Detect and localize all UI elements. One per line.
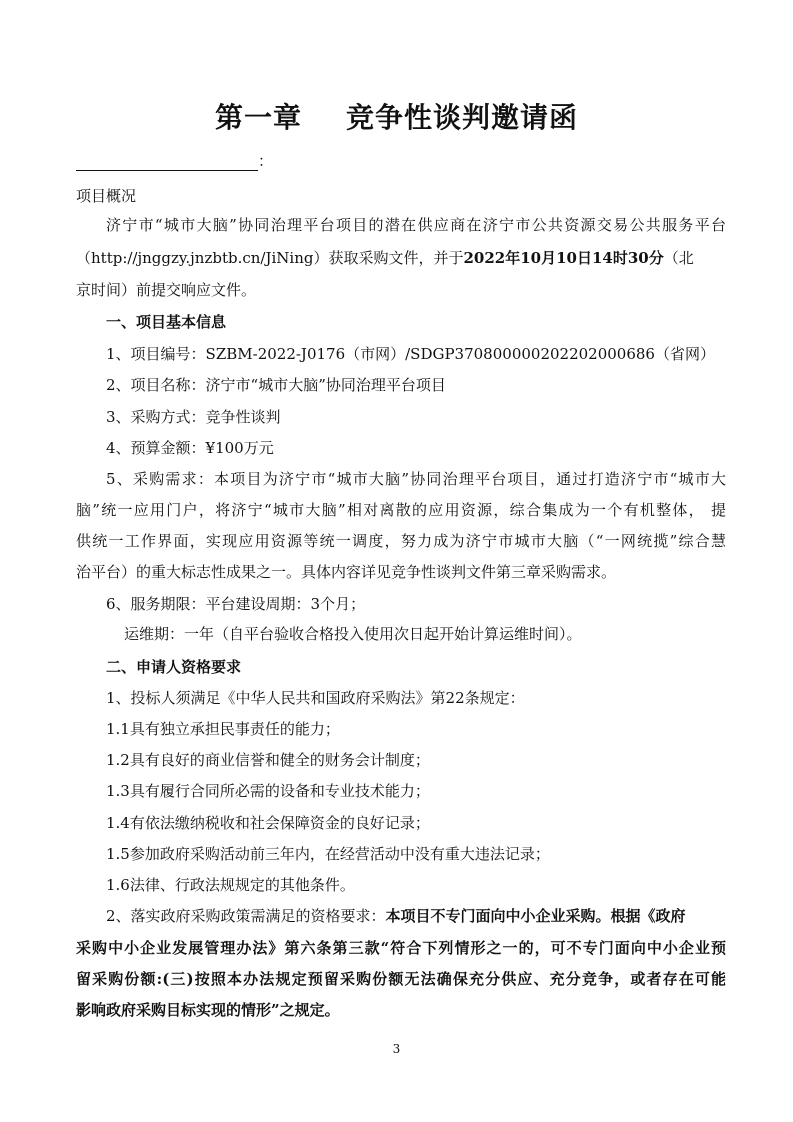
- requirement-2-line4: 影响政府采购目标实现的情形”之规定。: [76, 1001, 340, 1019]
- procurement-demand-line2: 脑”统一应用门户，将济宁“城市大脑”相对离散的应用资源，综合集成为一个有机整体， 提: [76, 501, 726, 519]
- requirement-1-2: 1.2具有良好的商业信誉和健全的财务会计制度；: [106, 751, 430, 769]
- procurement-demand-line4: 治平台）的重大标志性成果之一。具体内容详见竞争性谈判文件第三章采购需求。: [76, 563, 617, 581]
- budget-amount: 4、预算金额：¥100万元: [106, 439, 274, 457]
- addressee-line: [76, 150, 273, 171]
- addressee-colon: ：: [258, 152, 274, 170]
- page-title: [0, 96, 793, 136]
- requirement-2-line1: [106, 905, 726, 926]
- requirement-1-1: 1.1具有独立承担民事责任的能力；: [106, 720, 340, 738]
- maintenance-period: 运维期：一年（自平台验收合格投入使用次日起开始计算运维时间）。: [124, 625, 582, 643]
- requirement-1-5: 1.5参加政府采购活动前三年内，在经营活动中没有重大违法记录；: [106, 845, 550, 863]
- overview-label: 项目概况: [76, 187, 137, 205]
- timezone-text: （北: [663, 249, 694, 267]
- overview-paragraph-line2: [76, 247, 726, 268]
- overview-paragraph-line3: 京时间）前提交响应文件。: [76, 281, 257, 299]
- addressee-blank: [76, 152, 258, 171]
- project-number: 1、项目编号：SZBM-2022-J0176（市网）/SDGP370800000202202000686（省网）: [106, 345, 715, 363]
- requirement-2-line2: 采购中小企业发展管理办法》第六条第三款“符合下列情形之一的，可不专门面向中小企业预: [76, 939, 726, 957]
- requirement-1: 1、投标人须满足《中华人民共和国政府采购法》第22条规定：: [106, 689, 525, 707]
- section2-heading: 二、申请人资格要求: [106, 658, 242, 676]
- page-number: 3: [392, 1042, 401, 1056]
- chapter-heading: 竞争性谈判邀请函: [346, 101, 579, 134]
- service-period: 6、服务期限：平台建设周期：3个月；: [106, 595, 366, 613]
- procurement-demand-line3: 供统一工作界面，实现应用资源等统一调度，努力成为济宁市城市大脑（“一网统揽”综合慧: [76, 532, 726, 550]
- project-name: 2、项目名称：济宁市“城市大脑”协同治理平台项目: [106, 376, 446, 394]
- procurement-demand-line1: 5、采购需求：本项目为济宁市“城市大脑”协同治理平台项目，通过打造济宁市“城市大: [106, 470, 726, 488]
- chapter-label: 第一章: [214, 101, 302, 134]
- deadline-text: 2022年10月10日14时30分: [463, 249, 664, 267]
- requirement-2-policy: 本项目不专门面向中小企业采购。根据《政府: [385, 907, 686, 925]
- requirement-2-lead: 2、落实政府采购政策需满足的资格要求：: [106, 907, 386, 925]
- overview-paragraph-line1: 济宁市“城市大脑”协同治理平台项目的潜在供应商在济宁市公共资源交易公共服务平台: [106, 216, 726, 234]
- requirement-1-6: 1.6法律、行政法规规定的其他条件。: [106, 876, 355, 894]
- requirement-1-4: 1.4有依法缴纳税收和社会保障资金的良好记录；: [106, 814, 430, 832]
- source-url-text: （http://jnggzy.jnzbtb.cn/JiNing）获取采购文件，并于: [76, 249, 464, 267]
- requirement-2-line3: 留采购份额:(三)按照本办法规定预留采购份额无法确保充分供应、充分竞争，或者存在可能: [76, 970, 726, 988]
- requirement-1-3: 1.3具有履行合同所必需的设备和专业技术能力；: [106, 782, 430, 800]
- procurement-method: 3、采购方式：竞争性谈判: [106, 408, 281, 426]
- section1-heading: 一、项目基本信息: [106, 313, 227, 331]
